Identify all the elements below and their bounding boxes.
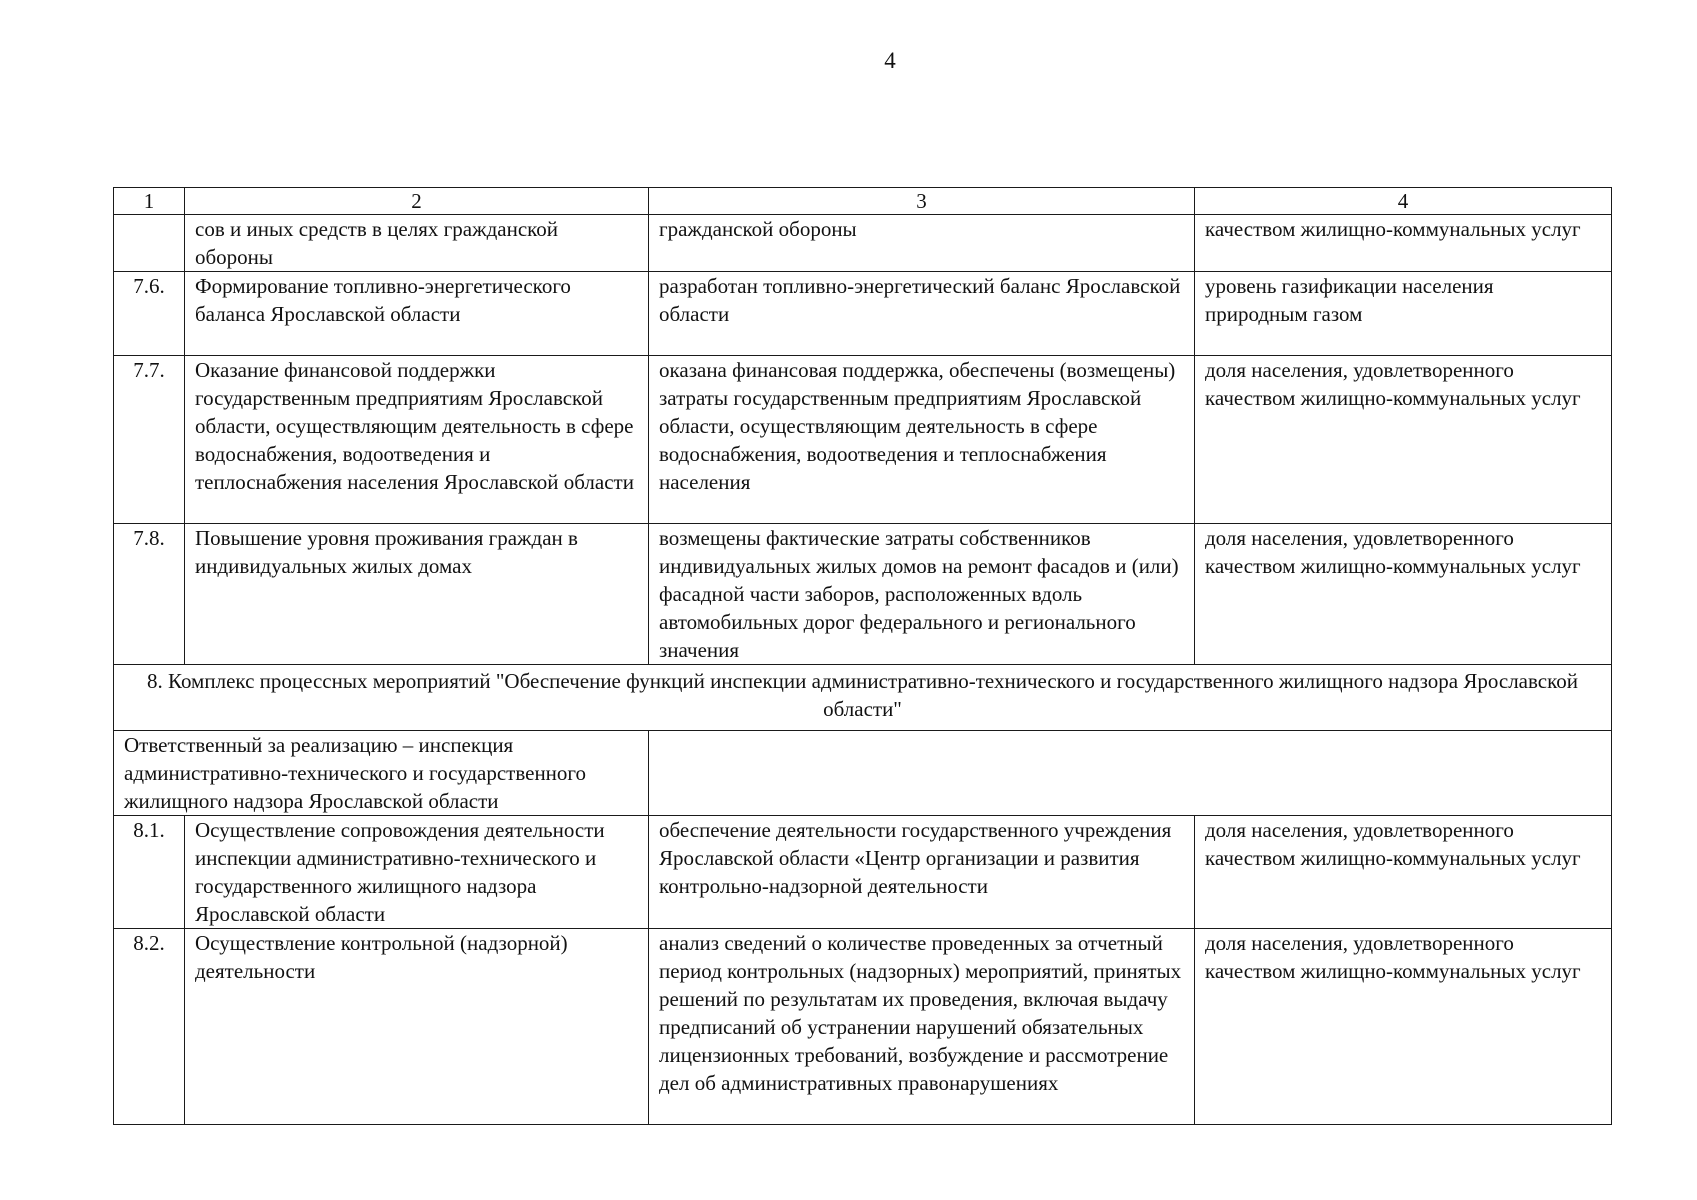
result-cell: гражданской обороны <box>649 215 1195 272</box>
table-row <box>114 929 1612 1125</box>
measure-cell: Осуществление контрольной (надзорной) деятельности <box>185 929 649 1125</box>
empty-cell <box>649 731 1612 816</box>
table-row <box>114 816 1612 929</box>
responsible-cell: Ответственный за реализацию – инспекция административно-технического и государственного жилищного надзора Ярославской области <box>114 731 649 816</box>
indicator-cell: доля населения, удовлетворенного качеством жилищно-коммунальных услуг <box>1195 524 1612 665</box>
result-cell: возмещены фактические затраты собственников индивидуальных жилых домов на ремонт фасадов и (или) фасадной части заборов, расположенных вдоль автомобильных дорог федерального и регионального значения <box>649 524 1195 665</box>
measure-cell: Повышение уровня проживания граждан в индивидуальных жилых домах <box>185 524 649 665</box>
indicator-cell: доля населения, удовлетворенного качеством жилищно-коммунальных услуг <box>1195 356 1612 524</box>
row-number: 8.2. <box>114 929 185 1125</box>
measure-cell: Формирование топливно-энергетического баланса Ярославской области <box>185 272 649 356</box>
table-row <box>114 272 1612 356</box>
indicator-cell: уровень газификации населения природным газом <box>1195 272 1612 356</box>
indicator-cell: доля населения, удовлетворенного качеством жилищно-коммунальных услуг <box>1195 816 1612 929</box>
result-cell: обеспечение деятельности государственного учреждения Ярославской области «Центр организации и развития контрольно-надзорной деятельности <box>649 816 1195 929</box>
measure-cell: сов и иных средств в целях гражданской обороны <box>185 215 649 272</box>
section-title: 8. Комплекс процессных мероприятий "Обеспечение функций инспекции административно-технического и государственного жилищного надзора Ярославской области" <box>114 665 1612 731</box>
section-row <box>114 665 1612 731</box>
measure-cell: Осуществление сопровождения деятельности инспекции административно-технического и государственного жилищного надзора Ярославской области <box>185 816 649 929</box>
header-cell: 4 <box>1195 188 1612 215</box>
row-number: 7.7. <box>114 356 185 524</box>
header-cell: 3 <box>649 188 1195 215</box>
header-cell: 2 <box>185 188 649 215</box>
indicator-cell: доля населения, удовлетворенного качеством жилищно-коммунальных услуг <box>1195 929 1612 1125</box>
result-cell: оказана финансовая поддержка, обеспечены (возмещены) затраты государственным предприятиям Ярославской области, осуществляющим деятельность в сфере водоснабжения, водоотведения и теплоснабжения населения <box>649 356 1195 524</box>
page-number: 4 <box>884 48 896 73</box>
indicator-cell: качеством жилищно-коммунальных услуг <box>1195 215 1612 272</box>
result-cell: разработан топливно-энергетический баланс Ярославской области <box>649 272 1195 356</box>
table-row <box>114 524 1612 665</box>
table-row <box>114 215 1612 272</box>
measure-cell: Оказание финансовой поддержки государственным предприятиям Ярославской области, осуществляющим деятельность в сфере водоснабжения, водоотведения и теплоснабжения населения Ярославской области <box>185 356 649 524</box>
row-number <box>114 215 185 272</box>
row-number: 8.1. <box>114 816 185 929</box>
responsible-row <box>114 731 1612 816</box>
measures-table <box>113 187 1612 1125</box>
table-header-row <box>114 188 1612 215</box>
header-cell: 1 <box>114 188 185 215</box>
row-number: 7.6. <box>114 272 185 356</box>
table-row <box>114 356 1612 524</box>
row-number: 7.8. <box>114 524 185 665</box>
result-cell: анализ сведений о количестве проведенных за отчетный период контрольных (надзорных) мероприятий, принятых решений по результатам их проведения, включая выдачу предписаний об устранении нарушений обязательных лицензионных требований, возбуждение и рассмотрение дел об административных правонарушениях <box>649 929 1195 1125</box>
